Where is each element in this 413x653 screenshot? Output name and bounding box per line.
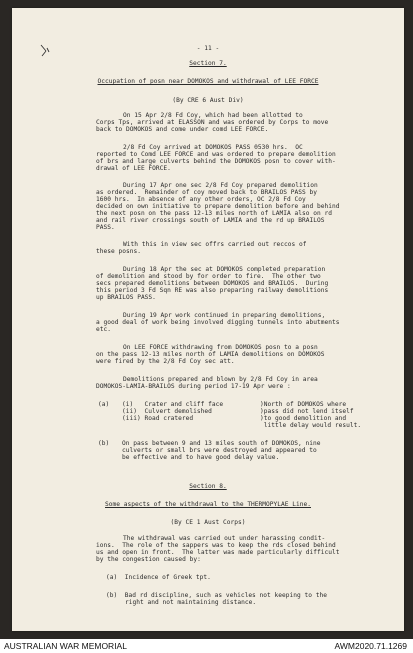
section-7-source: (By CRE 6 Aust Div)	[172, 97, 244, 104]
page-number: - 11 -	[196, 45, 220, 52]
para-line: During 17 Apr one sec 2/8 Fd Coy prepared demolition	[123, 182, 318, 189]
para-line: this period 3 Fd Sqn RE was also preparing railway demolitions	[96, 287, 329, 294]
para-line: On 15 Apr 2/8 Fd Coy, which had been allotted to	[123, 112, 303, 119]
document-page	[12, 8, 404, 631]
list-note: )pass did not lend itself	[260, 408, 354, 415]
para-line: reported to Comd LEE FORCE and was ordered to prepare demolition	[96, 151, 336, 158]
list-note: )North of DOMOKOS where	[260, 401, 347, 408]
list-item: (iii) Road cratered	[122, 415, 194, 422]
list-item: (i) Crater and cliff face	[122, 401, 224, 408]
list-note: )to good demolition and	[260, 415, 347, 422]
list-note: little delay would result.	[260, 422, 362, 429]
para-line: decided on own initiative to prepare demolition before and behind	[96, 203, 340, 210]
list-label-b: (b)	[98, 440, 110, 447]
section-7-title: Occupation of posn near DOMOKOS and withdrawal of LEE FORCE	[97, 78, 319, 85]
para-line: a good deal of work being involved digging tunnels into abutments	[96, 319, 340, 326]
para-line: back to DOMOKOS and come under comd LEE FORCE.	[96, 126, 269, 133]
para-line: Corps Tps, arrived at ELASSON and was ordered by Corps to move	[96, 119, 329, 126]
para-line: of demolition and stood by for order to fire. The other two	[96, 273, 321, 280]
para-line: drawal of LEE FORCE.	[96, 165, 171, 172]
list-item: be effective and to have good delay value.	[122, 454, 280, 461]
para-line: were fired by the 2/8 Fd Coy sec att.	[96, 358, 235, 365]
para-line: During 19 Apr work continued in preparing demolitions,	[123, 312, 326, 319]
para-line: etc.	[96, 326, 111, 333]
list-item: right and not maintaining distance.	[125, 599, 257, 606]
list-item: On pass between 9 and 13 miles south of DOMOKOS, nine	[122, 440, 321, 447]
list-item: (a) Incidence of Greek tpt.	[106, 574, 211, 581]
para-line: ions. The role of the sappers was to keep the rds closed behind	[96, 542, 336, 549]
para-line: secs prepared demolitions between DOMOKOS and BRAILOS. During	[96, 280, 329, 287]
section-8-heading: Section 8.	[189, 483, 227, 490]
list-item: (b) Bad rd discipline, such as vehicles not keeping to the	[106, 592, 327, 599]
footer-accession-number: AWM2020.71.1269	[334, 641, 407, 651]
para-line: and rail river crossings south of LAMIA and the rd up BRAILOS	[96, 217, 325, 224]
para-line: DOMOKOS-LAMIA-BRAILOS during period 17-19 Apr were :	[96, 383, 291, 390]
para-line: the next posn on the pass 12-13 miles north of LAMIA also on rd	[96, 210, 332, 217]
section-8-title: Some aspects of the withdrawal to the THERMOPYLAE Line.	[105, 501, 311, 508]
para-line: up BRAILOS PASS.	[96, 294, 156, 301]
list-item: (ii) Culvert demolished	[122, 408, 212, 415]
para-line: these posns.	[96, 248, 141, 255]
list-label-a: (a)	[98, 401, 110, 408]
para-line: Demolitions prepared and blown by 2/8 Fd Coy in area	[123, 376, 318, 383]
para-line: With this in view sec offrs carried out reccos of	[123, 241, 307, 248]
para-line: PASS.	[96, 224, 115, 231]
para-line: On LEE FORCE withdrawing from DOMOKOS posn to a posn	[123, 344, 318, 351]
para-line: as ordered. Remainder of coy moved back to BRAILOS PASS by	[96, 189, 317, 196]
para-line: 1600 hrs. In absence of any other orders, OC 2/8 Fd Coy	[96, 196, 306, 203]
para-line: by the congestion caused by:	[96, 556, 201, 563]
section-8-source: (By CE 1 Aust Corps)	[170, 519, 246, 526]
section-7-heading: Section 7.	[189, 60, 227, 67]
para-line: 2/8 Fd Coy arrived at DOMOKOS PASS 0530 hrs. OC	[123, 144, 303, 151]
para-line: of brs and large culverts behind the DOMOKOS posn to cover with-	[96, 158, 336, 165]
para-line: During 18 Apr the sec at DOMOKOS completed preparation	[123, 266, 326, 273]
para-line: us and open in front. The latter was made particularly difficult	[96, 549, 340, 556]
footer-bar	[0, 639, 413, 653]
para-line: The withdrawal was carried out under harassing condit-	[123, 535, 326, 542]
list-item: culverts or small brs were destroyed and appeared to	[122, 447, 317, 454]
para-line: on the pass 12-13 miles north of LAMIA demolitions on DOMOKOS	[96, 351, 325, 358]
footer-institution: AUSTRALIAN WAR MEMORIAL	[4, 641, 127, 651]
